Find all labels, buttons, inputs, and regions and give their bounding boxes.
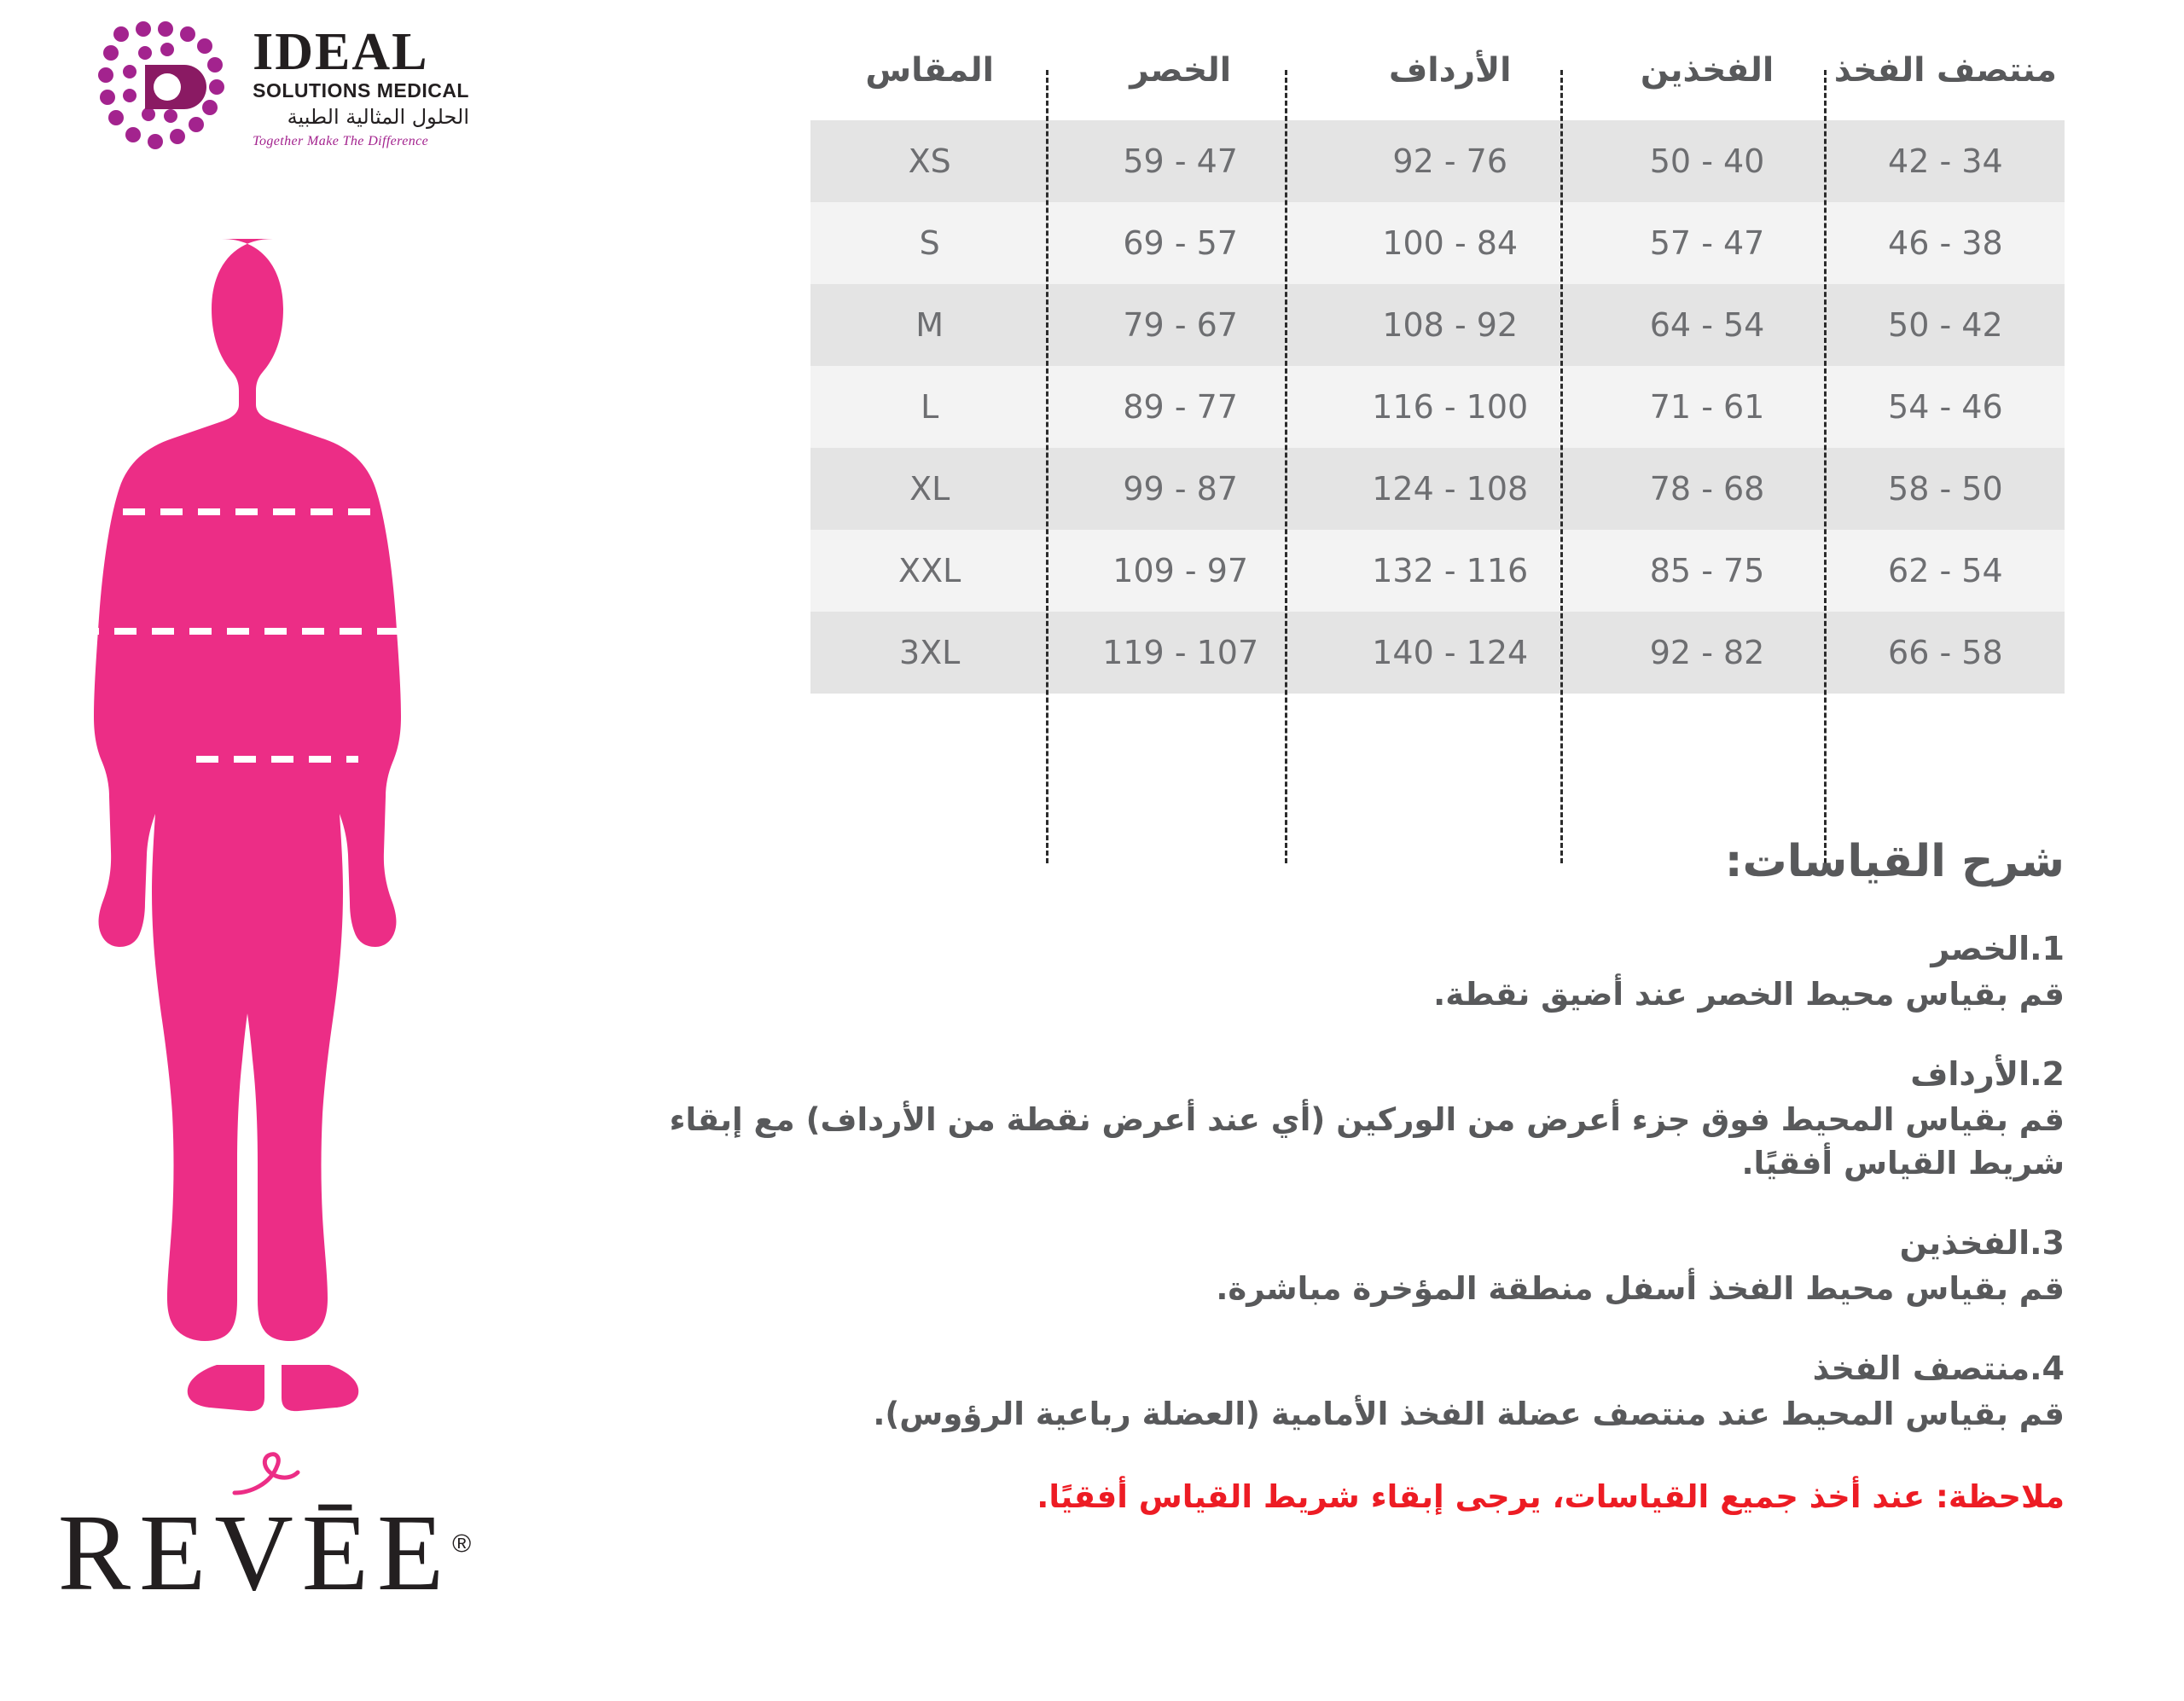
brand-lockup — [0, 1450, 529, 1613]
registered-mark: ® — [452, 1530, 472, 1559]
cell-mid-thigh: 42 - 50 — [1827, 284, 2065, 366]
column-divider — [1046, 70, 1048, 863]
measurement-note: ملاحظة: عند أخذ جميع القياسات، يرجى إبقاء شريط القياس أفقيًا. — [1037, 1478, 2065, 1516]
cell-size: 3XL — [810, 612, 1048, 694]
cell-hips: 108 - 124 — [1312, 448, 1588, 530]
column-header-thighs: الفخذين — [1640, 51, 1774, 90]
table-row — [810, 612, 2065, 694]
cell-waist: 67 - 79 — [1048, 284, 1312, 366]
cell-waist: 47 - 59 — [1048, 120, 1312, 202]
column-header-size: المقاس — [865, 51, 994, 90]
cell-waist: 107 - 119 — [1048, 612, 1312, 694]
cell-waist: 77 - 89 — [1048, 366, 1312, 448]
explanation-item-body: قم بقياس محيط الفخذ أسفل منطقة المؤخرة مباشرة. — [1216, 1270, 2065, 1308]
explanation-item-title: 4.منتصف الفخذ — [1812, 1350, 2065, 1388]
cell-mid-thigh: 46 - 54 — [1827, 366, 2065, 448]
left-panel — [529, 0, 2184, 1701]
column-header-waist: الخصر — [1130, 51, 1232, 90]
table-row — [810, 120, 2065, 202]
company-logo-title: IDEAL — [253, 23, 429, 81]
company-logo-tagline: Together Make The Difference — [253, 133, 429, 148]
table-row — [810, 448, 2065, 530]
table-row — [810, 530, 2065, 612]
explanation-item-title: 1.الخصر — [1931, 930, 2065, 967]
company-logo-subtitle: SOLUTIONS MEDICAL — [253, 78, 469, 102]
explanation-item-waist — [563, 930, 2065, 1016]
cell-hips: 116 - 132 — [1312, 530, 1588, 612]
explanation-item-thighs — [563, 1224, 2065, 1310]
cell-thighs: 54 - 64 — [1588, 284, 1826, 366]
explanation-item-body: قم بقياس المحيط فوق جزء أعرض من الوركين (أي عند أعرض نقطة من الأرداف) مع إبقاء شريط القياس أفقيًا. — [669, 1101, 2065, 1182]
explanation-item-title: 2.الأرداف — [1910, 1055, 2065, 1094]
cell-mid-thigh: 38 - 46 — [1827, 202, 2065, 284]
cell-hips: 76 - 92 — [1312, 120, 1588, 202]
table-header-row — [810, 51, 2065, 120]
cell-thighs: 40 - 50 — [1588, 120, 1826, 202]
cell-thighs: 82 - 92 — [1588, 612, 1826, 694]
cell-mid-thigh: 34 - 42 — [1827, 120, 2065, 202]
cell-size: S — [810, 202, 1048, 284]
cell-size: M — [810, 284, 1048, 366]
cell-size: XS — [810, 120, 1048, 202]
cell-waist: 97 - 109 — [1048, 530, 1312, 612]
cell-hips: 92 - 108 — [1312, 284, 1588, 366]
cell-size: L — [810, 366, 1048, 448]
explanation-heading: شرح القياسات: — [1724, 836, 2065, 887]
column-divider — [1560, 70, 1563, 863]
size-table — [810, 51, 2065, 694]
brand-name-text: REVĒE — [57, 1492, 453, 1613]
explanation-item-body: قم بقياس المحيط عند منتصف عضلة الفخذ الأمامية (العضلة رباعية الرؤوس). — [873, 1396, 2065, 1433]
company-logo-text — [253, 15, 469, 149]
company-logo — [96, 15, 469, 159]
cell-thighs: 68 - 78 — [1588, 448, 1826, 530]
cell-mid-thigh: 54 - 62 — [1827, 530, 2065, 612]
table-row — [810, 284, 2065, 366]
company-logo-arabic: الحلول المثالية الطبية — [287, 104, 469, 129]
cell-thighs: 47 - 57 — [1588, 202, 1826, 284]
column-divider — [1285, 70, 1287, 863]
right-panel — [0, 0, 529, 1701]
cell-mid-thigh: 58 - 66 — [1827, 612, 2065, 694]
explanation-item-title: 3.الفخذين — [1899, 1224, 2065, 1263]
column-header-mid-thigh: منتصف الفخذ — [1833, 51, 2057, 90]
cell-mid-thigh: 50 - 58 — [1827, 448, 2065, 530]
explanation-item-body: قم بقياس محيط الخصر عند أضيق نقطة. — [1433, 976, 2065, 1013]
cell-hips: 124 - 140 — [1312, 612, 1588, 694]
ideal-dots-icon — [96, 15, 239, 159]
table-row — [810, 202, 2065, 284]
column-header-hips: الأرداف — [1388, 51, 1512, 90]
measurements-explanation — [563, 836, 2065, 1519]
cell-size: XXL — [810, 530, 1048, 612]
cell-waist: 57 - 69 — [1048, 202, 1312, 284]
cell-waist: 87 - 99 — [1048, 448, 1312, 530]
cell-thighs: 61 - 71 — [1588, 366, 1826, 448]
female-body-silhouette — [34, 230, 512, 1425]
size-table-wrap — [810, 51, 2065, 694]
cell-size: XL — [810, 448, 1048, 530]
cell-hips: 84 - 100 — [1312, 202, 1588, 284]
explanation-item-hips — [563, 1055, 2065, 1185]
cell-hips: 100 - 116 — [1312, 366, 1588, 448]
explanation-item-mid-thigh — [563, 1350, 2065, 1436]
table-row — [810, 366, 2065, 448]
column-divider — [1824, 70, 1827, 863]
brand-name — [57, 1492, 472, 1613]
cell-thighs: 75 - 85 — [1588, 530, 1826, 612]
